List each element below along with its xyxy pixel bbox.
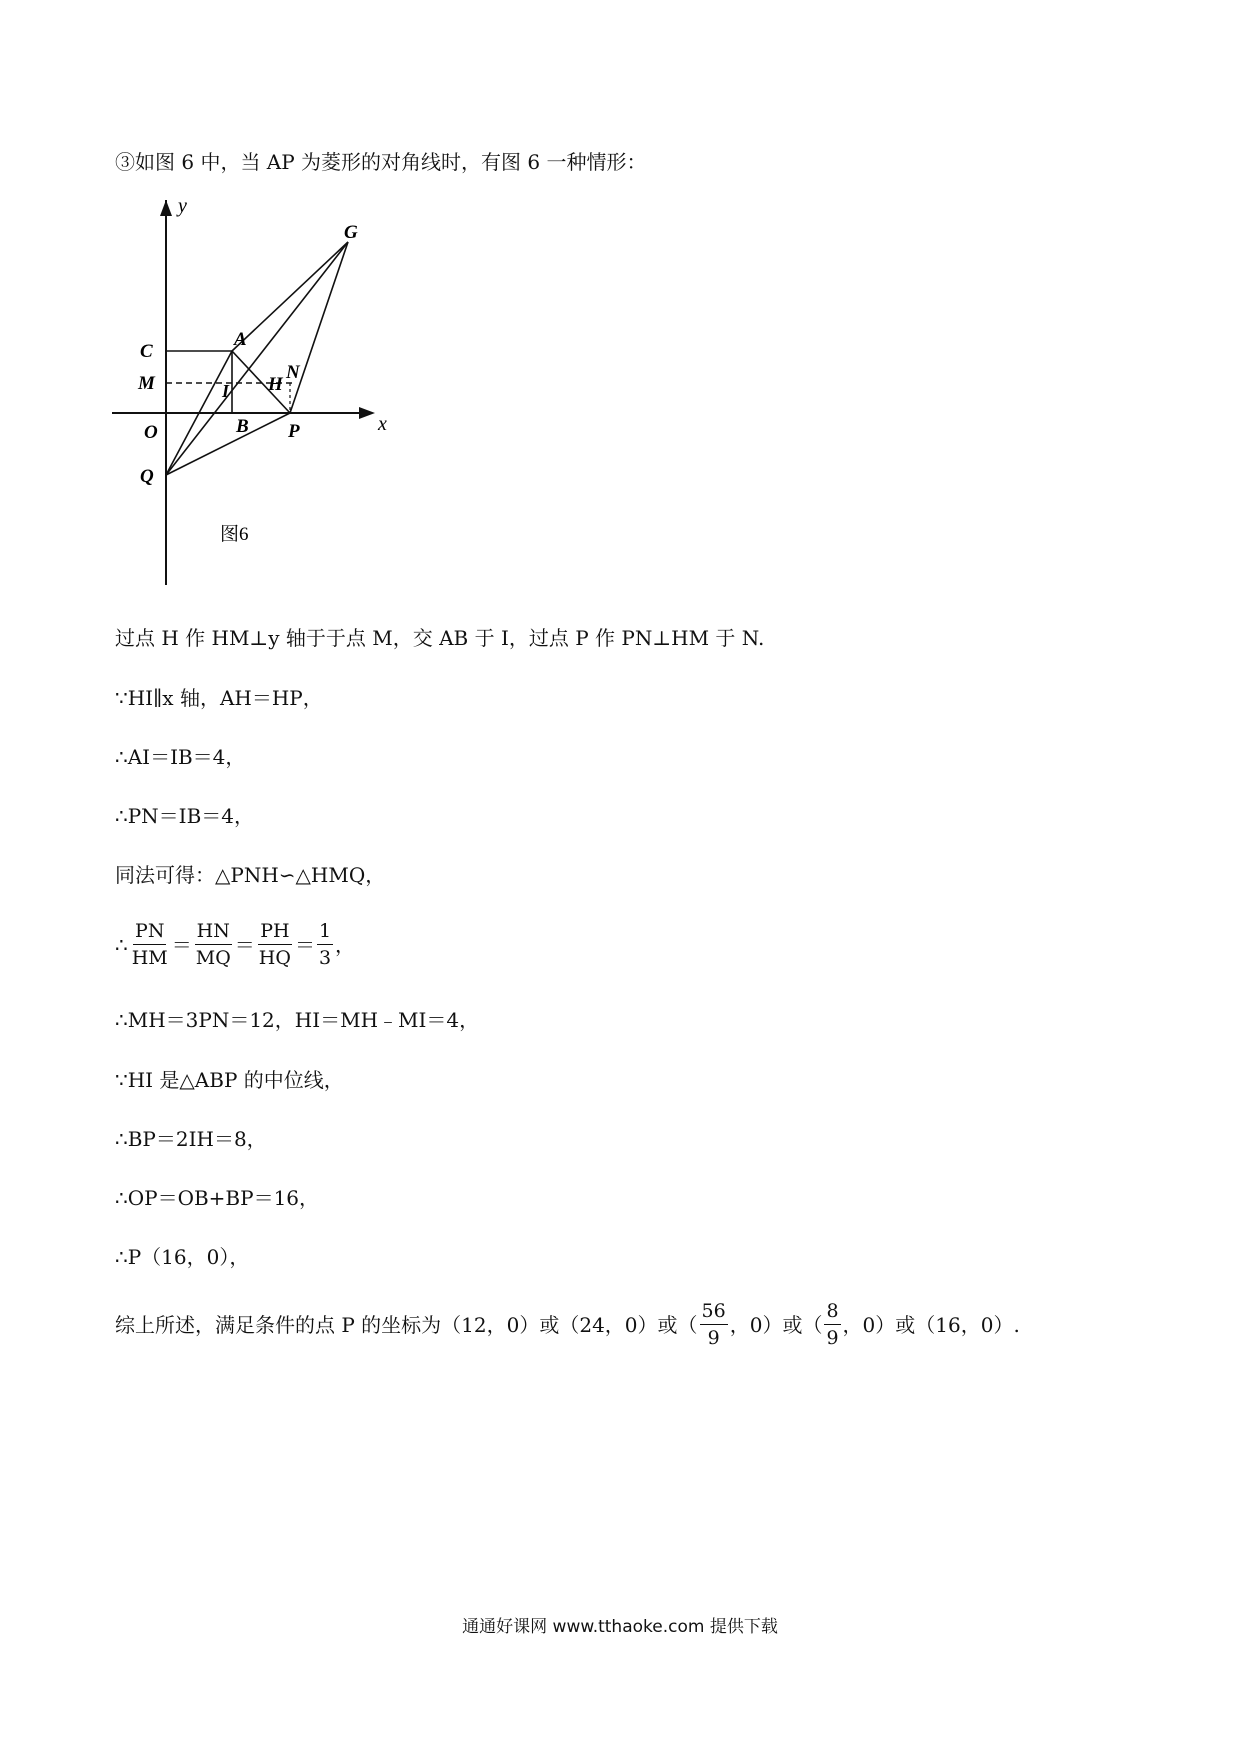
because-line-2: ∵HI 是△ABP 的中位线， bbox=[115, 1068, 344, 1092]
label-O: O bbox=[144, 422, 158, 443]
fraction-PH-HQ bbox=[257, 920, 293, 969]
fraction-denominator: 9 bbox=[707, 1327, 720, 1349]
label-A: A bbox=[234, 329, 247, 350]
label-N: N bbox=[286, 362, 300, 383]
page-footer: 通通好课网 www.tthaoke.com 提供下载 bbox=[462, 1617, 778, 1637]
fraction-56-9 bbox=[700, 1300, 728, 1349]
segment-PQ bbox=[166, 413, 290, 475]
intro-line: ③如图 6 中，当 AP 为菱形的对角线时，有图 6 一种情形： bbox=[115, 150, 647, 174]
x-axis-arrow bbox=[359, 407, 375, 419]
label-P: P bbox=[288, 421, 300, 442]
ratio-suffix: ， bbox=[335, 932, 356, 957]
fraction-8-9 bbox=[824, 1300, 840, 1349]
fraction-numerator: 8 bbox=[824, 1300, 840, 1325]
fraction-denominator: HQ bbox=[258, 947, 291, 969]
fraction-numerator: PH bbox=[258, 920, 291, 945]
summary-line bbox=[115, 1300, 1020, 1349]
diagonal-QG bbox=[166, 242, 348, 475]
fraction-numerator: 56 bbox=[700, 1300, 728, 1325]
label-C: C bbox=[140, 341, 153, 362]
label-H: H bbox=[268, 374, 283, 395]
fraction-numerator: 1 bbox=[317, 920, 333, 945]
figure-caption: 图6 bbox=[220, 524, 249, 545]
fraction-1-3 bbox=[317, 920, 333, 969]
segment-GP bbox=[290, 242, 348, 413]
label-I: I bbox=[222, 381, 230, 401]
therefore-line-1: ∴AI＝IB＝4， bbox=[115, 745, 246, 769]
equals-sign: ＝ bbox=[171, 932, 192, 957]
label-G: G bbox=[344, 222, 358, 243]
therefore-line-4: ∴BP＝2IH＝8， bbox=[115, 1127, 267, 1151]
ratio-prefix: ∴ bbox=[115, 932, 128, 957]
fraction-HN-MQ bbox=[194, 920, 233, 969]
fraction-denominator: HM bbox=[131, 947, 168, 969]
construct-line: 过点 H 作 HM⊥y 轴于于点 M，交 AB 于 I，过点 P 作 PN⊥HM 于 N. bbox=[115, 626, 765, 650]
therefore-line-3: ∴MH＝3PN＝12，HI＝MH﹣MI＝4， bbox=[115, 1008, 480, 1032]
fraction-PN-HM bbox=[130, 920, 170, 969]
equals-sign: ＝ bbox=[234, 932, 255, 957]
figure-6 bbox=[100, 195, 387, 580]
fraction-numerator: HN bbox=[195, 920, 232, 945]
label-B: B bbox=[236, 416, 249, 437]
label-x: x bbox=[378, 413, 387, 435]
y-axis-arrow bbox=[160, 200, 172, 216]
summary-part-2: ，0）或（ bbox=[729, 1312, 823, 1337]
fraction-numerator: PN bbox=[133, 920, 166, 945]
segment-AG bbox=[232, 242, 348, 351]
label-y: y bbox=[178, 195, 187, 217]
summary-part-3: ，0）或（16，0）. bbox=[842, 1312, 1020, 1337]
similar-line: 同法可得：△PNH∽△HMQ， bbox=[115, 863, 386, 887]
therefore-line-6: ∴P（16，0）， bbox=[115, 1245, 250, 1269]
therefore-line-2: ∴PN＝IB＝4， bbox=[115, 804, 255, 828]
ratio-line bbox=[115, 920, 355, 969]
because-line-1: ∵HI∥x 轴，AH＝HP， bbox=[115, 686, 323, 710]
label-M: M bbox=[138, 373, 155, 394]
therefore-line-5: ∴OP＝OB+BP＝16， bbox=[115, 1186, 320, 1210]
label-Q: Q bbox=[140, 466, 154, 487]
fraction-denominator: 3 bbox=[318, 947, 332, 969]
fraction-denominator: MQ bbox=[195, 947, 231, 969]
fraction-denominator: 9 bbox=[826, 1327, 839, 1349]
equals-sign: ＝ bbox=[294, 932, 315, 957]
summary-part-1: 综上所述，满足条件的点 P 的坐标为（12，0）或（24，0）或（ bbox=[115, 1312, 698, 1337]
